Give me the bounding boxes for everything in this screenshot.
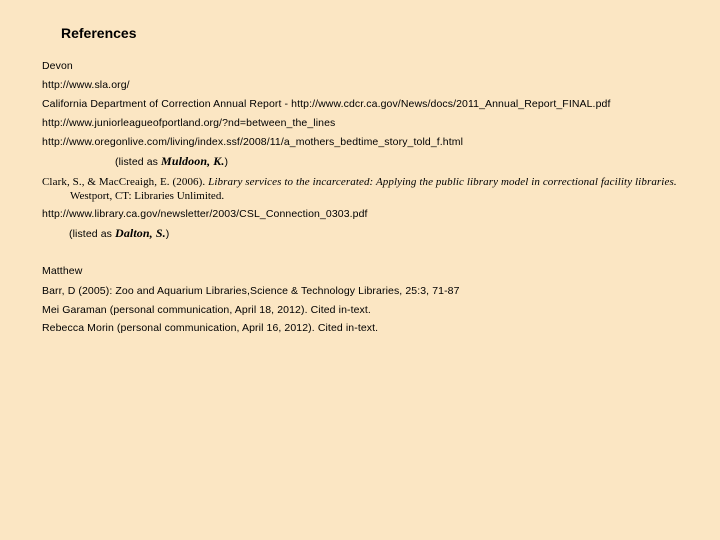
reference-morin: Rebecca Morin (personal communication, April 16, 2012). Cited in-text. — [42, 322, 379, 334]
note-suffix: ) — [224, 156, 229, 168]
reference-sla: http://www.sla.org/ — [42, 79, 130, 91]
clark-authors: Clark, S., & MacCreaigh, E. (2006). — [42, 176, 209, 188]
group-label-devon: Devon — [42, 60, 73, 72]
note-prefix: (listed as — [115, 156, 162, 168]
note-name: Muldoon, K. — [161, 154, 225, 168]
listed-as-note-muldoon — [115, 154, 228, 169]
note-name: Dalton, S. — [115, 226, 166, 240]
note-suffix: ) — [165, 228, 170, 240]
clark-publisher: Westport, CT: Libraries Unlimited. — [70, 190, 225, 202]
reference-clark — [42, 176, 677, 188]
clark-title: Library services to the incarcerated: Applying the public library model in correctional facility libraries. — [208, 176, 677, 188]
reference-cdcr: California Department of Correction Annual Report - http://www.cdcr.ca.gov/News/docs/2011_Annual_Report_FINAL.pdf — [42, 98, 611, 110]
reference-barr: Barr, D (2005): Zoo and Aquarium Libraries,Science & Technology Libraries, 25:3, 71-87 — [42, 285, 460, 297]
reference-library-ca: http://www.library.ca.gov/newsletter/2003/CSL_Connection_0303.pdf — [42, 208, 368, 220]
note-prefix: (listed as — [69, 228, 116, 240]
slide-title: References — [61, 25, 137, 41]
group-label-matthew: Matthew — [42, 265, 83, 277]
reference-garaman: Mei Garaman (personal communication, April 18, 2012). Cited in-text. — [42, 304, 371, 316]
reference-oregonlive: http://www.oregonlive.com/living/index.ssf/2008/11/a_mothers_bedtime_story_told_f.html — [42, 136, 464, 148]
listed-as-note-dalton — [69, 226, 169, 241]
reference-junior-league: http://www.juniorleagueofportland.org/?nd=between_the_lines — [42, 117, 336, 129]
